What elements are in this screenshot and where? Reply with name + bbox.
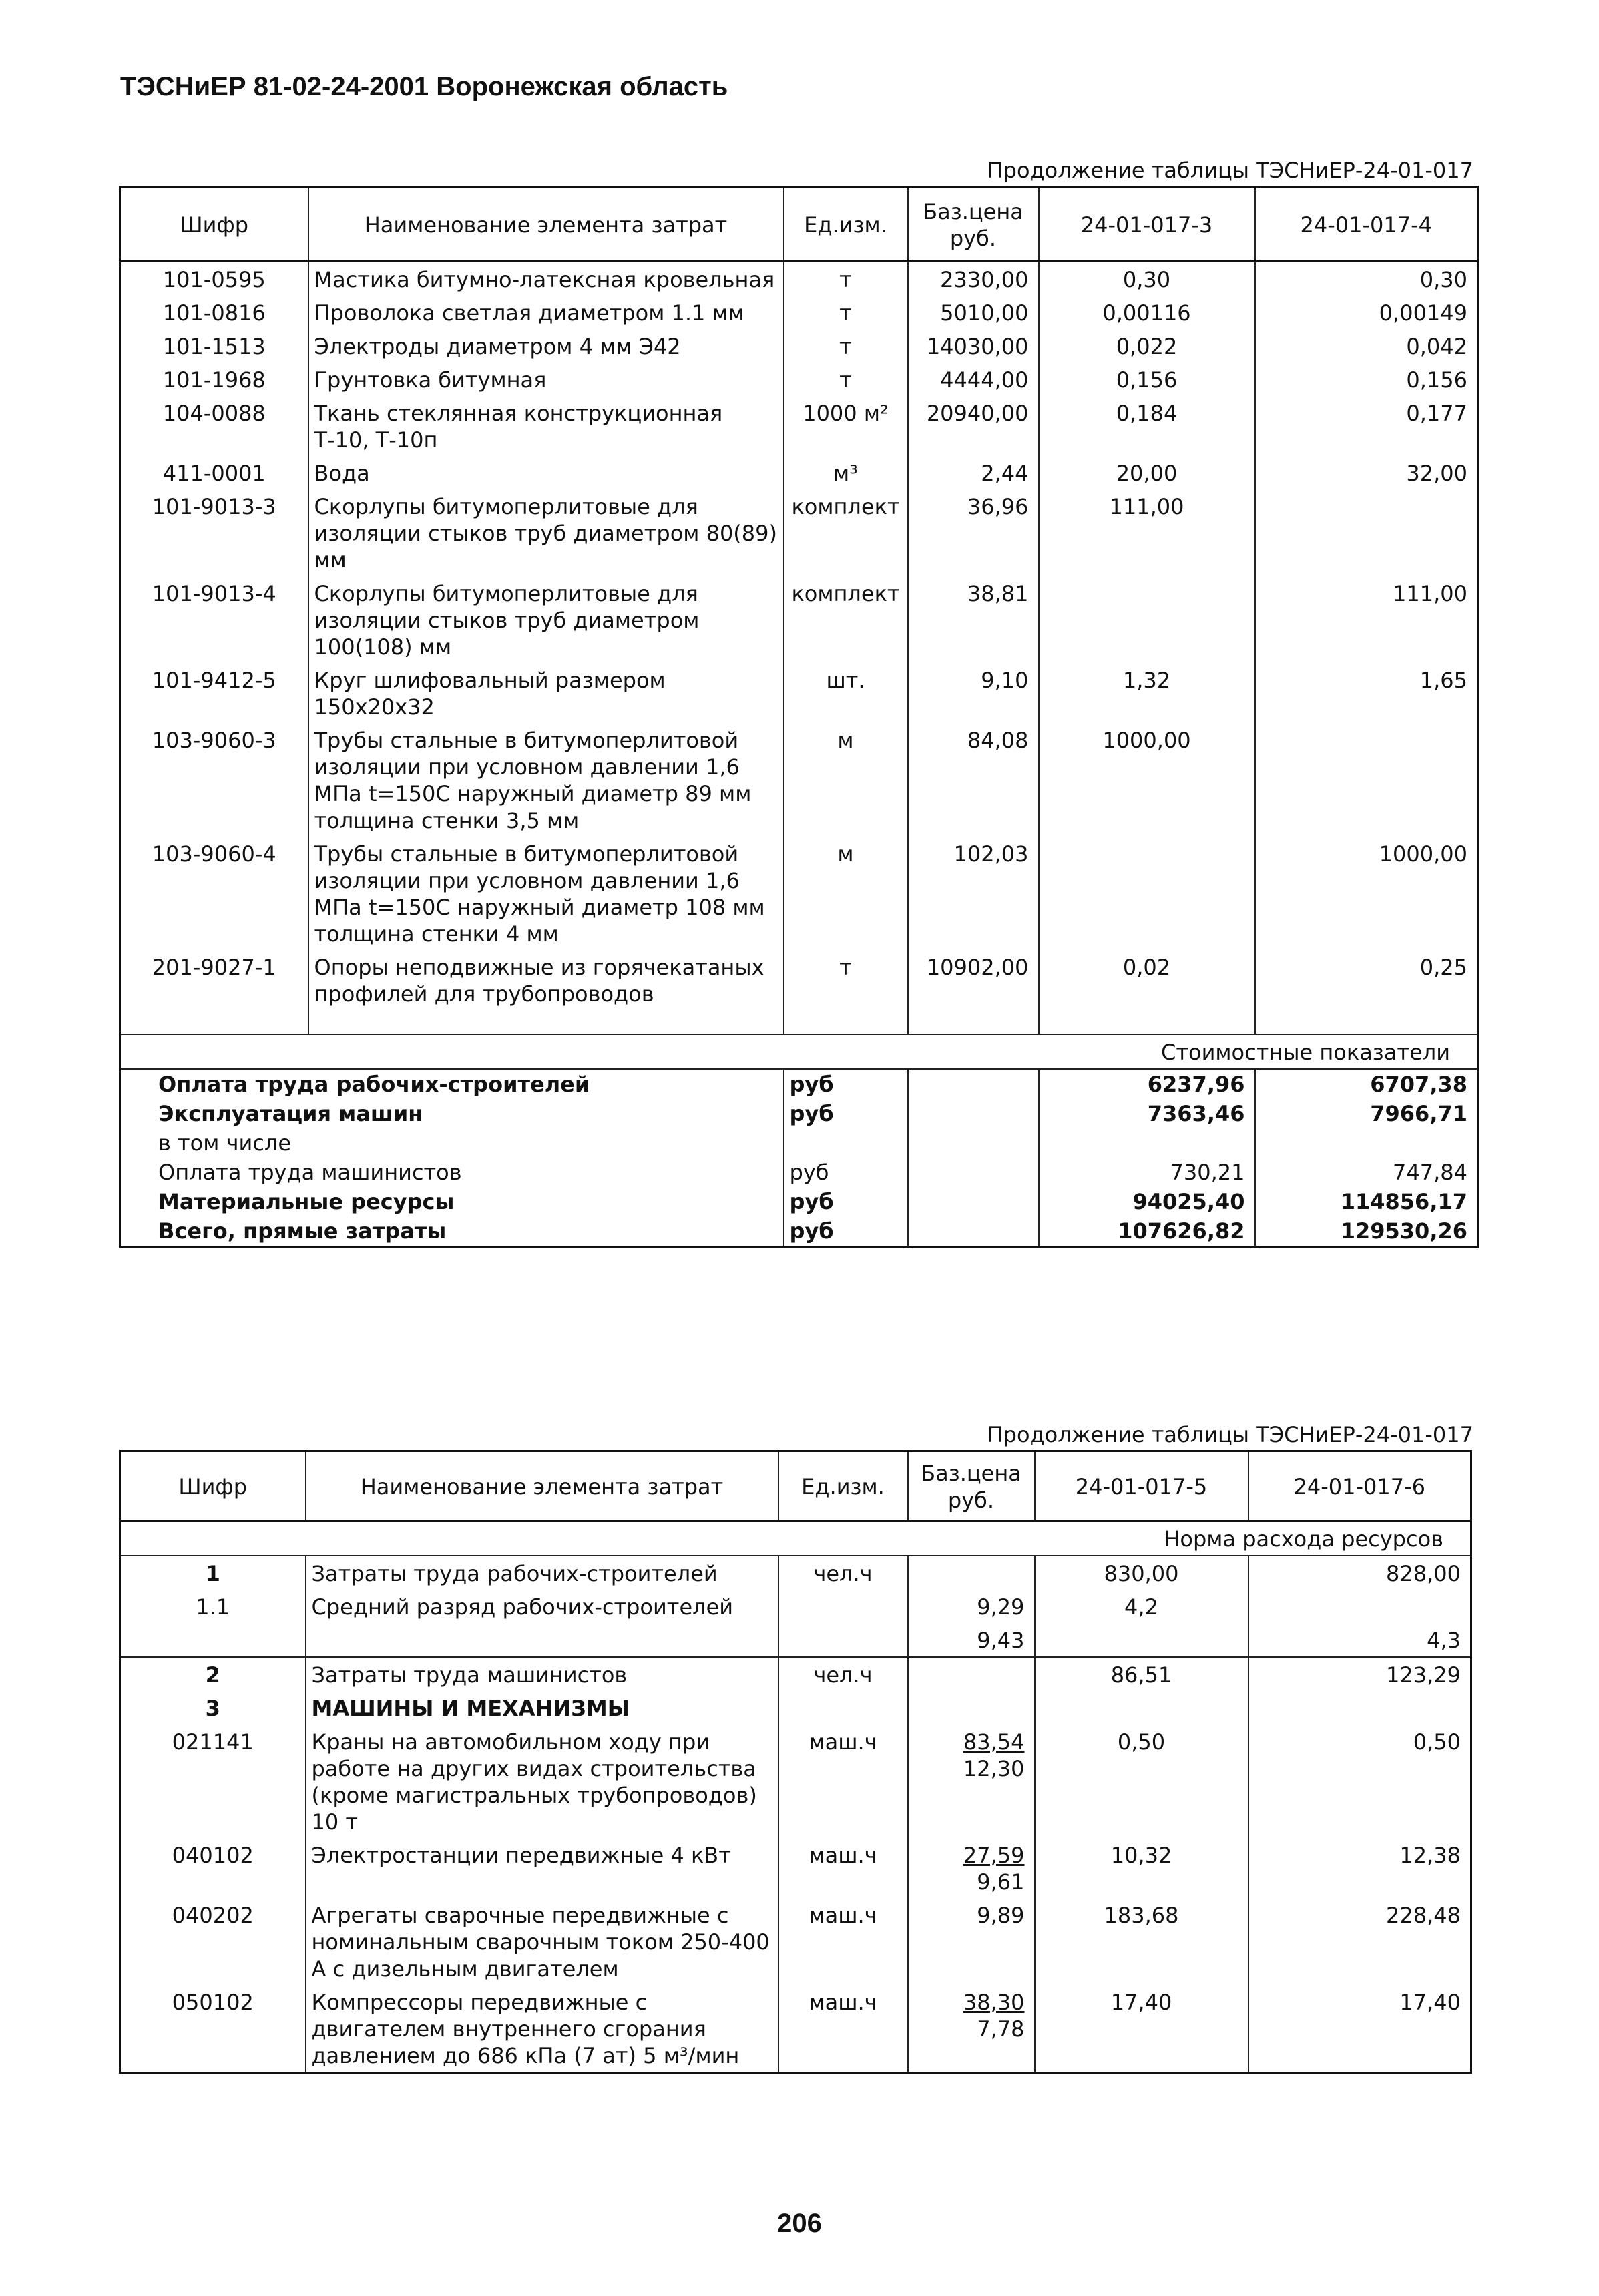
- table-cell: 104-0088: [120, 396, 308, 456]
- table-cell: Круг шлифовальный размером 150х20х32: [308, 663, 784, 723]
- table-cell: 101-9013-4: [120, 576, 308, 663]
- price-value: 83,54: [963, 1729, 1025, 1755]
- table-row: [120, 1898, 1471, 1985]
- table-cell: 0,184: [1039, 396, 1255, 456]
- table-cell: 0,30: [1039, 262, 1255, 296]
- table-cell: [1255, 723, 1478, 837]
- table-cell: 32,00: [1255, 456, 1478, 489]
- resource-unit: [778, 1623, 908, 1657]
- table-cell: 101-1513: [120, 329, 308, 363]
- price-secondary-value: 7,78: [977, 2016, 1025, 2042]
- col-header: 24-01-017-5: [1035, 1451, 1248, 1521]
- table-row: [120, 1657, 1471, 1691]
- page-number: 206: [777, 2209, 822, 2238]
- cost-row: [120, 1216, 1478, 1247]
- table-row: [120, 837, 1478, 950]
- table-row: [120, 663, 1478, 723]
- resource-unit: маш.ч: [778, 1985, 908, 2073]
- norm-value: 86,51: [1035, 1657, 1248, 1691]
- norm-value: [1035, 1623, 1248, 1657]
- resource-code: 040102: [120, 1838, 306, 1898]
- table-row: [120, 1590, 1471, 1623]
- resource-unit: маш.ч: [778, 1898, 908, 1985]
- table-cell: [308, 1010, 784, 1034]
- resource-price: [908, 1691, 1035, 1725]
- table-cell: 101-9412-5: [120, 663, 308, 723]
- table-cell: 0,042: [1255, 329, 1478, 363]
- cost-value: 107626,82: [1039, 1216, 1255, 1247]
- table-cell: 2,44: [908, 456, 1039, 489]
- col-header: Баз.цена руб.: [908, 1451, 1035, 1521]
- resource-unit: чел.ч: [778, 1556, 908, 1590]
- norm-value: 4,3: [1248, 1623, 1471, 1657]
- table-cell: [1255, 1010, 1478, 1034]
- cost-row: [120, 1069, 1478, 1099]
- document-header: ТЭСНиЕР 81-02-24-2001 Воронежская область: [120, 72, 728, 101]
- cost-value: 7363,46: [1039, 1099, 1255, 1128]
- table-cell: 38,81: [908, 576, 1039, 663]
- table-row: [120, 723, 1478, 837]
- table-cell: м: [784, 723, 908, 837]
- resource-price: [908, 1590, 1035, 1623]
- norm-value: 4,2: [1035, 1590, 1248, 1623]
- table-cell: 9,10: [908, 663, 1039, 723]
- cost-row: [120, 1128, 1478, 1158]
- table-cell: 0,177: [1255, 396, 1478, 456]
- resource-code: 1: [120, 1556, 306, 1590]
- price-secondary-value: 12,30: [963, 1756, 1025, 1781]
- table-cell: 14030,00: [908, 329, 1039, 363]
- table-row: [120, 576, 1478, 663]
- table-cell: 102,03: [908, 837, 1039, 950]
- cost-unit: руб: [784, 1069, 908, 1099]
- col-header: Наименование элемента затрат: [308, 187, 784, 262]
- col-header: Наименование элемента затрат: [306, 1451, 778, 1521]
- table-cell: комплект: [784, 489, 908, 576]
- cost-label: Оплата труда машинистов: [120, 1158, 308, 1187]
- table-cell: шт.: [784, 663, 908, 723]
- table-cell: т: [784, 296, 908, 329]
- cost-row: [120, 1187, 1478, 1216]
- table-row: [120, 1691, 1471, 1725]
- norm-value: 0,50: [1248, 1725, 1471, 1838]
- resource-code: 2: [120, 1657, 306, 1691]
- table-cell: 0,00149: [1255, 296, 1478, 329]
- table-cell: т: [784, 950, 908, 1010]
- resource-unit: [778, 1691, 908, 1725]
- resource-price: [908, 1985, 1035, 2073]
- col-header: 24-01-017-4: [1255, 187, 1478, 262]
- table-cell: [1039, 837, 1255, 950]
- table-spacer: [120, 1010, 1478, 1034]
- cost-label: Материальные ресурсы: [120, 1187, 308, 1216]
- table-cell: 1000,00: [1255, 837, 1478, 950]
- price-value: 27,59: [963, 1843, 1025, 1868]
- table-cell: м: [784, 837, 908, 950]
- table-row: [120, 1623, 1471, 1657]
- table-cell: Трубы стальные в битумоперлитовой изоляции при условном давлении 1,6 МПа t=150С наружный диаметр 108 мм толщина стенки 4 мм: [308, 837, 784, 950]
- cost-row: [120, 1099, 1478, 1128]
- cost-value: [1039, 1128, 1255, 1158]
- table-cell: Трубы стальные в битумоперлитовой изоляции при условном давлении 1,6 МПа t=150С наружный диаметр 89 мм толщина стенки 3,5 мм: [308, 723, 784, 837]
- table-cell: 411-0001: [120, 456, 308, 489]
- table-cell: 103-9060-3: [120, 723, 308, 837]
- col-header: 24-01-017-3: [1039, 187, 1255, 262]
- table-cell: 111,00: [1039, 489, 1255, 576]
- resource-name: Краны на автомобильном ходу при работе на других видах строительства (кроме магистральных трубопроводов) 10 т: [306, 1725, 778, 1838]
- norm-value: 17,40: [1248, 1985, 1471, 2073]
- col-header: Шифр: [120, 187, 308, 262]
- table-cell: [1255, 489, 1478, 576]
- cost-label: Оплата труда рабочих-строителей: [120, 1069, 308, 1099]
- resource-price: [908, 1838, 1035, 1898]
- resource-code: [120, 1623, 306, 1657]
- table-row: [120, 262, 1478, 296]
- table-cell: комплект: [784, 576, 908, 663]
- section-title: Норма расхода ресурсов: [120, 1521, 1471, 1556]
- section-title: Стоимостные показатели: [120, 1034, 1478, 1069]
- table-cell: 101-1968: [120, 363, 308, 396]
- cost-value: [1255, 1128, 1478, 1158]
- col-header: Баз.цена руб.: [908, 187, 1039, 262]
- col-header: 24-01-017-6: [1248, 1451, 1471, 1521]
- table-cell: 0,156: [1255, 363, 1478, 396]
- table-cell: [908, 1128, 1039, 1158]
- resource-name: Затраты труда рабочих-строителей: [306, 1556, 778, 1590]
- norm-value: 17,40: [1035, 1985, 1248, 2073]
- norm-value: 228,48: [1248, 1898, 1471, 1985]
- resource-price: [908, 1657, 1035, 1691]
- col-header: Ед.изм.: [778, 1451, 908, 1521]
- table-cell: 84,08: [908, 723, 1039, 837]
- table-row: [120, 950, 1478, 1010]
- table-cell: т: [784, 262, 908, 296]
- table-cell: [908, 1158, 1039, 1187]
- table-row: [120, 363, 1478, 396]
- cost-value: 7966,71: [1255, 1099, 1478, 1128]
- table-cell: [908, 1010, 1039, 1034]
- table-row: [120, 489, 1478, 576]
- cost-unit: руб: [784, 1187, 908, 1216]
- resource-name: Средний разряд рабочих-строителей: [306, 1590, 778, 1623]
- resource-unit: маш.ч: [778, 1838, 908, 1898]
- resource-unit: [778, 1590, 908, 1623]
- table-row: [120, 1556, 1471, 1590]
- table-cell: 36,96: [908, 489, 1039, 576]
- resource-name: Электростанции передвижные 4 кВт: [306, 1838, 778, 1898]
- table-cell: Опоры неподвижные из горячекатаных профилей для трубопроводов: [308, 950, 784, 1010]
- norm-value: 123,29: [1248, 1657, 1471, 1691]
- norm-value: 12,38: [1248, 1838, 1471, 1898]
- table-cell: Мастика битумно-латексная кровельная: [308, 262, 784, 296]
- cost-row: [120, 1158, 1478, 1187]
- table-row: [120, 396, 1478, 456]
- table-cell: [908, 1216, 1039, 1247]
- table-cell: [1039, 1010, 1255, 1034]
- norm-value: 0,50: [1035, 1725, 1248, 1838]
- table-row: [120, 1838, 1471, 1898]
- table-cell: Ткань стеклянная конструкционная Т-10, Т-10п: [308, 396, 784, 456]
- resource-price: [908, 1725, 1035, 1838]
- resource-price: [908, 1556, 1035, 1590]
- table-cell: [308, 1128, 784, 1158]
- cost-value: 747,84: [1255, 1158, 1478, 1187]
- table-cell: 101-9013-3: [120, 489, 308, 576]
- price-value: 9,43: [977, 1628, 1025, 1653]
- norm-value: [1035, 1691, 1248, 1725]
- col-header: Шифр: [120, 1451, 306, 1521]
- table-cell: [908, 1069, 1039, 1099]
- table-cell: 0,022: [1039, 329, 1255, 363]
- norm-value: 183,68: [1035, 1898, 1248, 1985]
- table-cell: Грунтовка битумная: [308, 363, 784, 396]
- norm-value: 10,32: [1035, 1838, 1248, 1898]
- table-cell: [1039, 576, 1255, 663]
- resource-name: [306, 1623, 778, 1657]
- col-header: Ед.изм.: [784, 187, 908, 262]
- table-cell: 103-9060-4: [120, 837, 308, 950]
- norm-value: [1248, 1590, 1471, 1623]
- cost-value: 129530,26: [1255, 1216, 1478, 1247]
- price-value: 9,89: [977, 1903, 1025, 1928]
- cost-label: Всего, прямые затраты: [120, 1216, 308, 1247]
- price-secondary-value: 9,61: [977, 1869, 1025, 1895]
- table-cell: 20940,00: [908, 396, 1039, 456]
- table-cell: 201-9027-1: [120, 950, 308, 1010]
- table-1: [119, 186, 1479, 1248]
- resource-code: 040202: [120, 1898, 306, 1985]
- resource-unit: чел.ч: [778, 1657, 908, 1691]
- table-cell: Электроды диаметром 4 мм Э42: [308, 329, 784, 363]
- table-cell: [908, 1187, 1039, 1216]
- cost-unit: руб: [784, 1158, 908, 1187]
- cost-unit: руб: [784, 1099, 908, 1128]
- table-cell: м³: [784, 456, 908, 489]
- table-cell: 1,32: [1039, 663, 1255, 723]
- resource-name: Компрессоры передвижные с двигателем внутреннего сгорания давлением до 686 кПа (7 ат) 5 м³/мин: [306, 1985, 778, 2073]
- price-value: 9,29: [977, 1594, 1025, 1620]
- table-cell: [784, 1010, 908, 1034]
- table-cell: 4444,00: [908, 363, 1039, 396]
- table-cell: 111,00: [1255, 576, 1478, 663]
- table-cell: 1000,00: [1039, 723, 1255, 837]
- table-cell: Проволока светлая диаметром 1.1 мм: [308, 296, 784, 329]
- table1-continuation: Продолжение таблицы ТЭСНиЕР-24-01-017: [987, 158, 1473, 183]
- resource-code: 1.1: [120, 1590, 306, 1623]
- table-cell: 0,156: [1039, 363, 1255, 396]
- table-2: [119, 1450, 1472, 2074]
- table-row: [120, 1985, 1471, 2073]
- resource-name: Затраты труда машинистов: [306, 1657, 778, 1691]
- table-cell: 1,65: [1255, 663, 1478, 723]
- table-cell: 10902,00: [908, 950, 1039, 1010]
- cost-value: 6707,38: [1255, 1069, 1478, 1099]
- cost-unit: [784, 1128, 908, 1158]
- table-cell: т: [784, 329, 908, 363]
- table-cell: [120, 1010, 308, 1034]
- table-cell: 0,00116: [1039, 296, 1255, 329]
- table2-continuation: Продолжение таблицы ТЭСНиЕР-24-01-017: [987, 1422, 1473, 1447]
- cost-unit: руб: [784, 1216, 908, 1247]
- cost-label: Эксплуатация машин: [120, 1099, 308, 1128]
- table-cell: 0,30: [1255, 262, 1478, 296]
- table-cell: 1000 м²: [784, 396, 908, 456]
- cost-value: 6237,96: [1039, 1069, 1255, 1099]
- table-cell: Скорлупы битумоперлитовые для изоляции стыков труб диаметром 80(89) мм: [308, 489, 784, 576]
- table-cell: 20,00: [1039, 456, 1255, 489]
- table-row: [120, 456, 1478, 489]
- table-cell: 101-0595: [120, 262, 308, 296]
- table-row: [120, 296, 1478, 329]
- table-row: [120, 1725, 1471, 1838]
- resource-price: [908, 1623, 1035, 1657]
- resource-code: 3: [120, 1691, 306, 1725]
- norm-value: [1248, 1691, 1471, 1725]
- resource-code: 050102: [120, 1985, 306, 2073]
- norm-value: 828,00: [1248, 1556, 1471, 1590]
- table-cell: 0,02: [1039, 950, 1255, 1010]
- table-row: [120, 329, 1478, 363]
- table-cell: 5010,00: [908, 296, 1039, 329]
- resource-code: 021141: [120, 1725, 306, 1838]
- cost-value: 94025,40: [1039, 1187, 1255, 1216]
- resource-unit: маш.ч: [778, 1725, 908, 1838]
- cost-value: 114856,17: [1255, 1187, 1478, 1216]
- resource-name: МАШИНЫ И МЕХАНИЗМЫ: [306, 1691, 778, 1725]
- cost-value: 730,21: [1039, 1158, 1255, 1187]
- table-cell: [908, 1099, 1039, 1128]
- table-cell: Скорлупы битумоперлитовые для изоляции стыков труб диаметром 100(108) мм: [308, 576, 784, 663]
- table-cell: 101-0816: [120, 296, 308, 329]
- table-cell: 0,25: [1255, 950, 1478, 1010]
- cost-label: в том числе: [120, 1128, 308, 1158]
- table-cell: Вода: [308, 456, 784, 489]
- table-cell: 2330,00: [908, 262, 1039, 296]
- resource-name: Агрегаты сварочные передвижные с номинальным сварочным током 250-400 А с дизельным двигателем: [306, 1898, 778, 1985]
- resource-price: [908, 1898, 1035, 1985]
- table-cell: т: [784, 363, 908, 396]
- norm-value: 830,00: [1035, 1556, 1248, 1590]
- price-value: 38,30: [963, 1990, 1025, 2015]
